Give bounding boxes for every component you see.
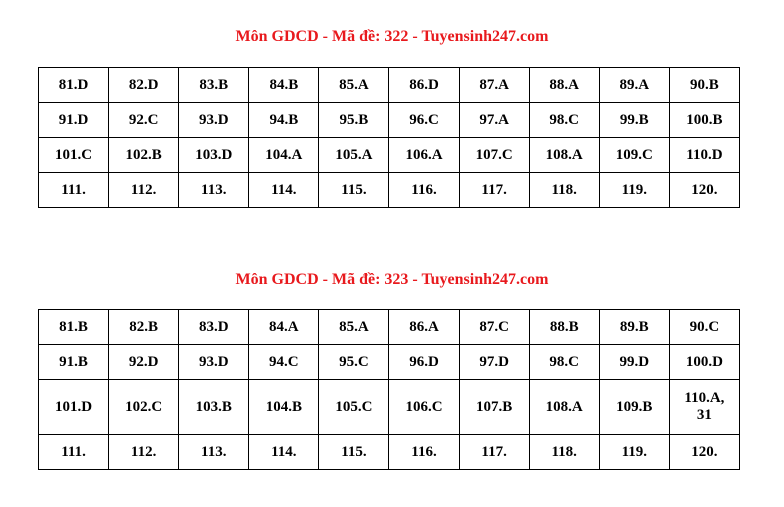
answer-cell: 111.: [39, 435, 109, 470]
answer-cell: 106.C: [389, 380, 459, 435]
answer-cell: 92.C: [109, 103, 179, 138]
answer-table-323: [38, 309, 740, 470]
answer-cell: 106.A: [389, 138, 459, 173]
answer-cell: 95.C: [319, 345, 389, 380]
answer-cell: 114.: [249, 435, 319, 470]
answer-cell: 119.: [599, 435, 669, 470]
answer-cell: 92.D: [109, 345, 179, 380]
answer-cell: 88.B: [529, 310, 599, 345]
answer-cell: 107.B: [459, 380, 529, 435]
answer-cell: 88.A: [529, 68, 599, 103]
table-row: [39, 310, 740, 345]
table-row: [39, 103, 740, 138]
answer-cell: 91.B: [39, 345, 109, 380]
section-title-323: Môn GDCD - Mã đề: 323 - Tuyensinh247.com: [235, 271, 549, 288]
answer-cell: 89.A: [599, 68, 669, 103]
table-row: [39, 68, 740, 103]
answer-table-322: [38, 67, 740, 208]
answer-cell: 104.A: [249, 138, 319, 173]
table-row: [39, 138, 740, 173]
answer-cell: 99.D: [599, 345, 669, 380]
answer-cell: 104.B: [249, 380, 319, 435]
answer-cell: 100.B: [669, 103, 739, 138]
answer-cell: 102.B: [109, 138, 179, 173]
answer-cell: 86.D: [389, 68, 459, 103]
answer-cell: 87.A: [459, 68, 529, 103]
answer-cell: 101.C: [39, 138, 109, 173]
answer-cell: 112.: [109, 435, 179, 470]
answer-cell: 109.B: [599, 380, 669, 435]
answer-cell: 115.: [319, 435, 389, 470]
answer-cell: 93.D: [179, 103, 249, 138]
section-title-322: Môn GDCD - Mã đề: 322 - Tuyensinh247.com: [235, 28, 549, 45]
answer-cell: 120.: [669, 435, 739, 470]
answer-cell: 118.: [529, 173, 599, 208]
answer-cell: 109.C: [599, 138, 669, 173]
answer-cell: 97.D: [459, 345, 529, 380]
answer-cell: 99.B: [599, 103, 669, 138]
answer-cell: 103.D: [179, 138, 249, 173]
answer-cell: 112.: [109, 173, 179, 208]
answer-cell: 96.D: [389, 345, 459, 380]
answer-cell: 94.B: [249, 103, 319, 138]
answer-cell: 95.B: [319, 103, 389, 138]
answer-cell: 108.A: [529, 380, 599, 435]
answer-cell: 110.A, 31: [669, 380, 739, 435]
answer-cell: 97.A: [459, 103, 529, 138]
answer-cell: 118.: [529, 435, 599, 470]
answer-cell: 90.B: [669, 68, 739, 103]
answer-cell: 82.D: [109, 68, 179, 103]
answer-cell: 83.D: [179, 310, 249, 345]
table-row: [39, 435, 740, 470]
answer-cell: 84.B: [249, 68, 319, 103]
answer-cell: 114.: [249, 173, 319, 208]
answer-cell: 90.C: [669, 310, 739, 345]
answer-cell: 116.: [389, 435, 459, 470]
answer-cell: 102.C: [109, 380, 179, 435]
table-row: [39, 173, 740, 208]
answer-cell: 103.B: [179, 380, 249, 435]
answer-cell: 96.C: [389, 103, 459, 138]
answer-cell: 84.A: [249, 310, 319, 345]
answer-cell: 108.A: [529, 138, 599, 173]
answer-cell: 100.D: [669, 345, 739, 380]
answer-cell: 91.D: [39, 103, 109, 138]
answer-cell: 115.: [319, 173, 389, 208]
answer-cell: 82.B: [109, 310, 179, 345]
answer-cell: 85.A: [319, 68, 389, 103]
answer-cell: 98.C: [529, 345, 599, 380]
answer-cell: 81.D: [39, 68, 109, 103]
table-row: [39, 345, 740, 380]
answer-cell: 105.A: [319, 138, 389, 173]
answer-cell: 107.C: [459, 138, 529, 173]
answer-cell: 117.: [459, 435, 529, 470]
answer-cell: 89.B: [599, 310, 669, 345]
answer-cell: 111.: [39, 173, 109, 208]
answer-cell: 120.: [669, 173, 739, 208]
answer-cell: 93.D: [179, 345, 249, 380]
answer-cell: 116.: [389, 173, 459, 208]
answer-cell: 113.: [179, 435, 249, 470]
table-row: [39, 380, 740, 435]
answer-cell: 98.C: [529, 103, 599, 138]
answer-cell: 105.C: [319, 380, 389, 435]
answer-cell: 94.C: [249, 345, 319, 380]
answer-cell: 113.: [179, 173, 249, 208]
answer-cell: 119.: [599, 173, 669, 208]
answer-cell: 81.B: [39, 310, 109, 345]
answer-cell: 86.A: [389, 310, 459, 345]
answer-cell: 117.: [459, 173, 529, 208]
answer-cell: 85.A: [319, 310, 389, 345]
answer-cell: 83.B: [179, 68, 249, 103]
answer-cell: 110.D: [669, 138, 739, 173]
answer-cell: 87.C: [459, 310, 529, 345]
answer-cell: 101.D: [39, 380, 109, 435]
